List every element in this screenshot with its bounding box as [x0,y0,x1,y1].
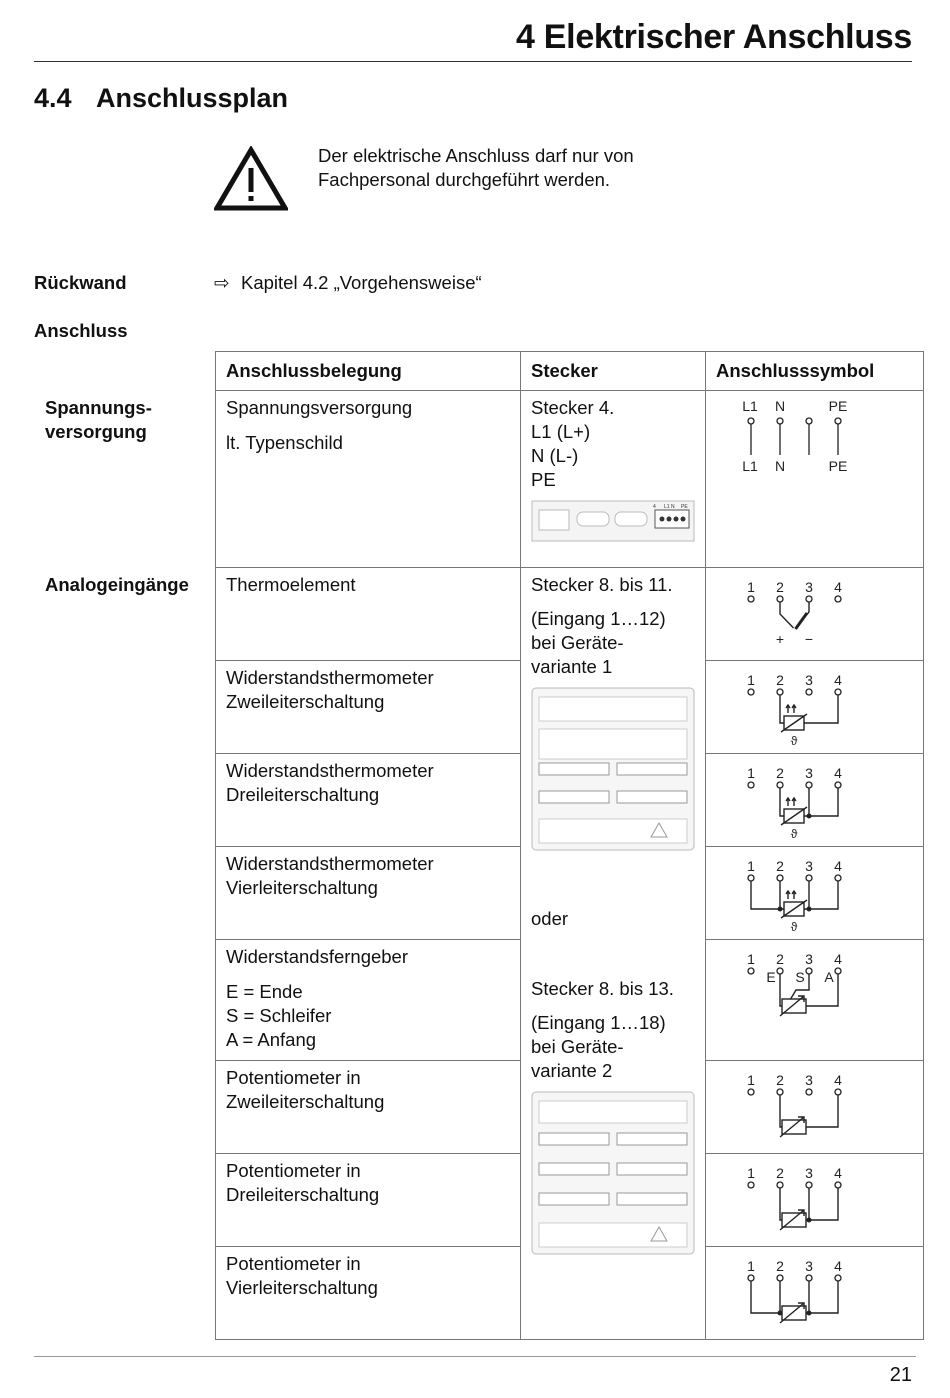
terminal-number: 4 [834,1258,842,1274]
desc-cell [216,1061,521,1154]
power-plug-line: Stecker 4. [531,397,615,418]
rueckwand-label: Rückwand [34,272,127,293]
terminal-number: 4 [834,579,842,595]
terminal-number: 2 [776,951,784,967]
desc-line: Vierleiterschaltung [226,877,378,898]
desc-cell [216,661,521,754]
group-label-analog: Analogeingänge [45,574,189,595]
power-plug-cell [521,391,706,568]
wire [786,705,796,713]
board-label: PE [681,504,688,510]
terminal-number: 3 [805,1165,813,1181]
warning-line-2: Fachpersonal durchgeführt werden. [318,169,611,190]
terminal-number: 2 [776,1165,784,1181]
terminal-number: 4 [834,1072,842,1088]
device-rear-panel-variant2-image [531,1091,695,1255]
terminal [777,1182,783,1188]
polarity-minus: − [804,631,814,647]
symbol-label: PE [828,398,848,414]
desc-cell [216,1247,521,1340]
table-row [216,391,924,568]
power-desc-1: Spannungsversorgung [226,397,413,418]
rtd-3wire-symbol [706,754,923,840]
plug-text-oder: oder [531,908,569,929]
theta-symbol: ϑ [790,827,798,840]
power-desc-2: lt. Typenschild [226,432,343,453]
terminal [806,782,812,788]
terminal [835,968,841,974]
terminal [806,689,812,695]
terminal-number: 1 [747,1072,755,1088]
plug-text: bei Geräte- [531,1036,624,1057]
terminal [806,968,812,974]
device-rear-panel-variant1-image [531,687,695,851]
terminal [777,1089,783,1095]
terminal-number: 1 [747,579,755,595]
terminal [835,782,841,788]
terminal [748,689,754,695]
terminal [835,689,841,695]
desc-line: Vierleiterschaltung [226,1277,378,1298]
terminal-number: 3 [805,951,813,967]
terminal-number: 2 [776,1258,784,1274]
terminal-number: 1 [747,672,755,688]
junction [778,907,783,912]
terminal [748,1275,754,1281]
wire [796,613,808,629]
footer-rule [34,1356,916,1357]
plug-text: bei Geräte- [531,632,624,653]
board-label: L1 N [664,504,675,510]
terminal-number: 2 [776,579,784,595]
junction [807,814,812,819]
terminal [748,1182,754,1188]
terminal [748,875,754,881]
potentiometer-2wire-symbol [706,1061,923,1147]
terminal-number: 3 [805,858,813,874]
terminal [748,968,754,974]
symbol-label: L1 [742,398,758,414]
desc-line: Potentiometer in [226,1067,361,1088]
wire [806,1095,838,1127]
terminal [777,689,783,695]
potentiometer-4wire-symbol [706,1247,923,1333]
terminal [806,596,812,602]
rtd-4wire-symbol [706,847,923,933]
letter-s: S [795,969,805,985]
terminal [835,596,841,602]
terminal-number: 4 [834,672,842,688]
desc-cell [216,940,521,1061]
resistance-transmitter-symbol [706,940,923,1026]
group-power-line-1: Spannungs- [45,397,152,418]
terminal [806,875,812,881]
wire [786,798,796,806]
terminal-number: 1 [747,858,755,874]
terminal [835,1275,841,1281]
symbol-cell [706,1061,924,1154]
terminal [748,782,754,788]
symbol-cell [706,754,924,847]
terminal-number: 4 [834,1165,842,1181]
thermocouple-symbol [706,568,923,654]
header-stecker: Stecker [521,352,706,391]
symbol-label: L1 [742,458,758,474]
connection-table [215,351,924,1340]
anschluss-label: Anschluss [34,320,128,341]
terminal-number: 3 [805,1258,813,1274]
symbol-label: N [774,458,786,474]
symbol-cell [706,568,924,661]
section-heading [34,83,288,114]
theta-symbol: ϑ [790,920,798,933]
wire [804,695,838,723]
terminal-number: 4 [834,858,842,874]
power-plug-line: N (L-) [531,445,579,466]
desc-line: Widerstandsferngeber [226,946,409,967]
terminal-number: 3 [805,579,813,595]
table-row [216,568,924,661]
terminal [835,1089,841,1095]
plug-text: (Eingang 1…18) [531,1012,666,1033]
terminal [835,875,841,881]
power-description-cell [216,391,521,568]
power-plug-line: L1 (L+) [531,421,591,442]
terminal [777,782,783,788]
terminal [777,596,783,602]
symbol-cell [706,661,924,754]
desc-line: A = Anfang [226,1029,317,1050]
terminal-number: 4 [834,951,842,967]
wire [806,1281,838,1313]
desc-line: Dreileiterschaltung [226,784,380,805]
desc-cell [216,754,521,847]
terminal-number: 1 [747,1258,755,1274]
theta-symbol: ϑ [790,734,798,747]
terminal-number: 1 [747,1165,755,1181]
desc-cell [216,568,521,661]
letter-e: E [766,969,776,985]
wire [786,891,796,899]
plug-text: Stecker 8. bis 13. [531,978,674,999]
terminal-number: 3 [805,765,813,781]
terminal-number: 1 [747,765,755,781]
junction [807,1218,812,1223]
desc-line: E = Ende [226,981,303,1002]
symbol-label: PE [828,458,848,474]
terminal [748,1089,754,1095]
terminal [777,875,783,881]
desc-line: Thermoelement [226,574,356,595]
junction [807,907,812,912]
header-anschlusssymbol: Anschlusssymbol [706,352,924,391]
terminal-number: 2 [776,1072,784,1088]
terminal-number: 2 [776,765,784,781]
terminal-number: 1 [747,951,755,967]
wire [806,1188,838,1220]
desc-line: Dreileiterschaltung [226,1184,380,1205]
wire [751,1281,782,1313]
junction [807,1311,812,1316]
desc-line: Zweileiterschaltung [226,691,385,712]
warning-triangle-icon [214,146,288,212]
device-rear-panel-power-image [531,500,695,542]
header-anschlussbelegung: Anschlussbelegung [216,352,521,391]
page-number: 21 [889,1364,912,1386]
terminal [777,1275,783,1281]
warning-line-1: Der elektrische Anschluss darf nur von [318,145,634,166]
plug-text: variante 2 [531,1060,613,1081]
polarity-plus: + [775,631,785,647]
wire [780,602,794,628]
terminal [748,596,754,602]
terminal [806,1275,812,1281]
symbol-label: N [774,398,786,414]
terminal [835,1182,841,1188]
symbol-cell [706,847,924,940]
power-symbol-cell [706,391,924,568]
desc-line: Zweileiterschaltung [226,1091,385,1112]
terminal-number: 3 [805,672,813,688]
group-power-line-2: versorgung [45,421,147,442]
desc-line: Potentiometer in [226,1253,361,1274]
analog-plug-cell [521,568,706,1340]
plug-text: Stecker 8. bis 11. [531,574,673,595]
letter-a: A [824,969,834,985]
group-label-power [45,396,152,444]
terminal [806,1182,812,1188]
board-label: 4 [653,504,656,510]
terminal-number: 3 [805,1072,813,1088]
desc-line: Widerstandsthermometer [226,760,434,781]
plug-text: variante 1 [531,656,613,677]
rueckwand-reference [214,272,482,294]
reference-link[interactable]: Kapitel 4.2 „Vorgehensweise“ [241,272,482,293]
terminal [806,1089,812,1095]
plug-text: (Eingang 1…12) [531,608,666,629]
section-title: Anschlussplan [96,83,289,113]
symbol-cell [706,940,924,1061]
desc-line: S = Schleifer [226,1005,332,1026]
desc-line: Widerstandsthermometer [226,853,434,874]
desc-cell [216,847,521,940]
terminal-number: 2 [776,858,784,874]
chapter-title: 4 Elektrischer Anschluss [516,18,912,56]
rtd-2wire-symbol [706,661,923,747]
symbol-cell [706,1154,924,1247]
terminal-number: 4 [834,765,842,781]
symbol-cell [706,1247,924,1340]
desc-line: Potentiometer in [226,1160,361,1181]
terminal [777,968,783,974]
wire [751,881,784,909]
power-symbol-diagram [706,391,923,491]
potentiometer-3wire-symbol [706,1154,923,1240]
desc-cell [216,1154,521,1247]
section-number: 4.4 [34,83,72,113]
arrow-right-icon: ⇨ [214,272,230,293]
header-rule [34,61,912,62]
table-header-row [216,352,924,391]
desc-line: Widerstandsthermometer [226,667,434,688]
terminal-number: 2 [776,672,784,688]
power-plug-line: PE [531,469,556,490]
warning-text [318,144,634,192]
